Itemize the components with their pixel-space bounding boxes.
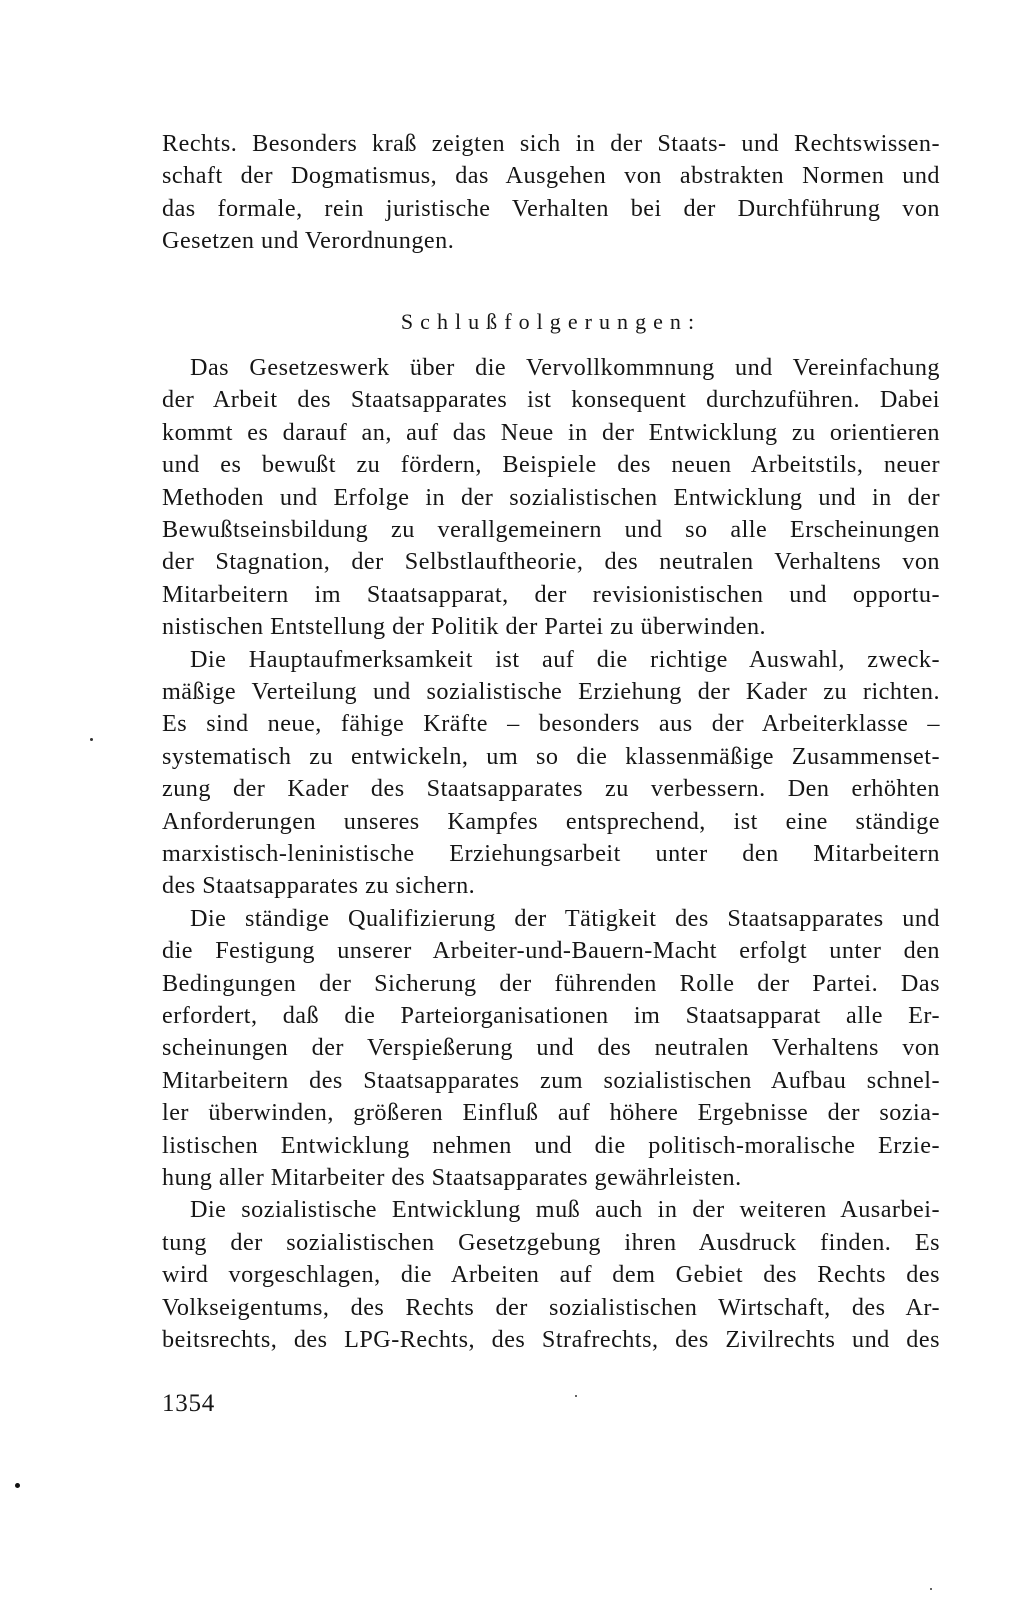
text-line: und es bewußt zu fördern, Beispiele des neuen Arbeitstils, neuer (162, 451, 940, 479)
text-line: scheinungen der Verspießerung und des neutralen Verhaltens von (162, 1034, 940, 1062)
text-line: zung der Kader des Staatsapparates zu verbessern. Den erhöhten (162, 775, 940, 803)
text-line: Die ständige Qualifizierung der Tätigkeit des Staatsapparates und (190, 904, 940, 932)
text-line: Anforderungen unseres Kampfes entsprechend, ist eine ständige (162, 807, 940, 835)
text-line: listischen Entwicklung nehmen und die politisch-moralische Erzie- (162, 1131, 940, 1159)
scan-speck (90, 738, 93, 741)
text-line: die Festigung unserer Arbeiter-und-Bauern-Macht erfolgt unter den (162, 937, 940, 965)
section-heading: Schlußfolgerungen: (400, 309, 702, 334)
intro-paragraph (162, 128, 940, 258)
text-line: wird vorgeschlagen, die Arbeiten auf dem Gebiet des Rechts des (162, 1261, 940, 1289)
body-paragraph (162, 644, 940, 903)
text-line: das formale, rein juristische Verhalten bei der Durchführung von (162, 194, 940, 222)
text-line: Gesetzen und Verordnungen. (162, 227, 455, 255)
text-line: Bedingungen der Sicherung der führenden Rolle der Partei. Das (162, 969, 940, 997)
text-line: marxistisch-leninistische Erziehungsarbeit unter den Mitarbeitern (162, 839, 940, 867)
text-line: kommt es darauf an, auf das Neue in der Entwicklung zu orientieren (162, 418, 940, 446)
text-line: des Staatsapparates zu sichern. (162, 872, 476, 900)
text-line: schaft der Dogmatismus, das Ausgehen von abstrakten Normen und (162, 162, 940, 190)
text-line: der Stagnation, der Selbstlauftheorie, des neutralen Verhaltens von (162, 548, 940, 576)
text-line: Rechts. Besonders kraß zeigten sich in der Staats- und Rechtswissen- (162, 130, 940, 157)
text-line: nistischen Entstellung der Politik der Partei zu überwinden. (162, 613, 767, 641)
text-line: Die Hauptaufmerksamkeit ist auf die richtige Auswahl, zweck- (190, 645, 940, 673)
text-line: Volkseigentums, des Rechts der sozialistischen Wirtschaft, des Ar- (162, 1293, 940, 1321)
text-line: Methoden und Erfolge in der sozialistischen Entwicklung und in der (162, 483, 940, 511)
body-paragraph (162, 352, 940, 644)
body-paragraph (162, 903, 940, 1195)
body-paragraph (162, 1194, 940, 1356)
text-line: Bewußtseinsbildung zu verallgemeinern und so alle Erscheinungen (162, 515, 940, 543)
text-line: ler überwinden, größeren Einfluß auf höhere Ergebnisse der sozia- (162, 1099, 940, 1127)
scan-speck (15, 1483, 20, 1488)
scan-speck (930, 1588, 932, 1590)
text-line: hung aller Mitarbeiter des Staatsapparates gewährleisten. (162, 1163, 742, 1191)
text-line: tung der sozialistischen Gesetzgebung ihren Ausdruck finden. Es (162, 1228, 940, 1256)
text-line: beitsrechts, des LPG-Rechts, des Strafrechts, des Zivilrechts und des (162, 1325, 940, 1353)
text-line: erfordert, daß die Parteiorganisationen im Staatsapparat alle Er- (162, 1001, 940, 1029)
text-line: mäßige Verteilung und sozialistische Erziehung der Kader zu richten. (162, 677, 940, 705)
text-line: Das Gesetzeswerk über die Vervollkommnung und Vereinfachung (190, 354, 940, 381)
scan-speck (575, 1395, 577, 1397)
text-line: Es sind neue, fähige Kräfte – besonders aus der Arbeiterklasse – (162, 710, 940, 738)
text-line: der Arbeit des Staatsapparates ist konsequent durchzuführen. Dabei (162, 386, 940, 414)
text-line: Mitarbeitern des Staatsapparates zum sozialistischen Aufbau schnel- (162, 1066, 940, 1094)
text-line: systematisch zu entwickeln, um so die klassenmäßige Zusammenset- (162, 742, 940, 770)
page-number: 1354 (162, 1390, 215, 1417)
text-line: Mitarbeitern im Staatsapparat, der revisionistischen und opportu- (162, 580, 940, 608)
text-line: Die sozialistische Entwicklung muß auch in der weiteren Ausarbei- (190, 1196, 940, 1224)
